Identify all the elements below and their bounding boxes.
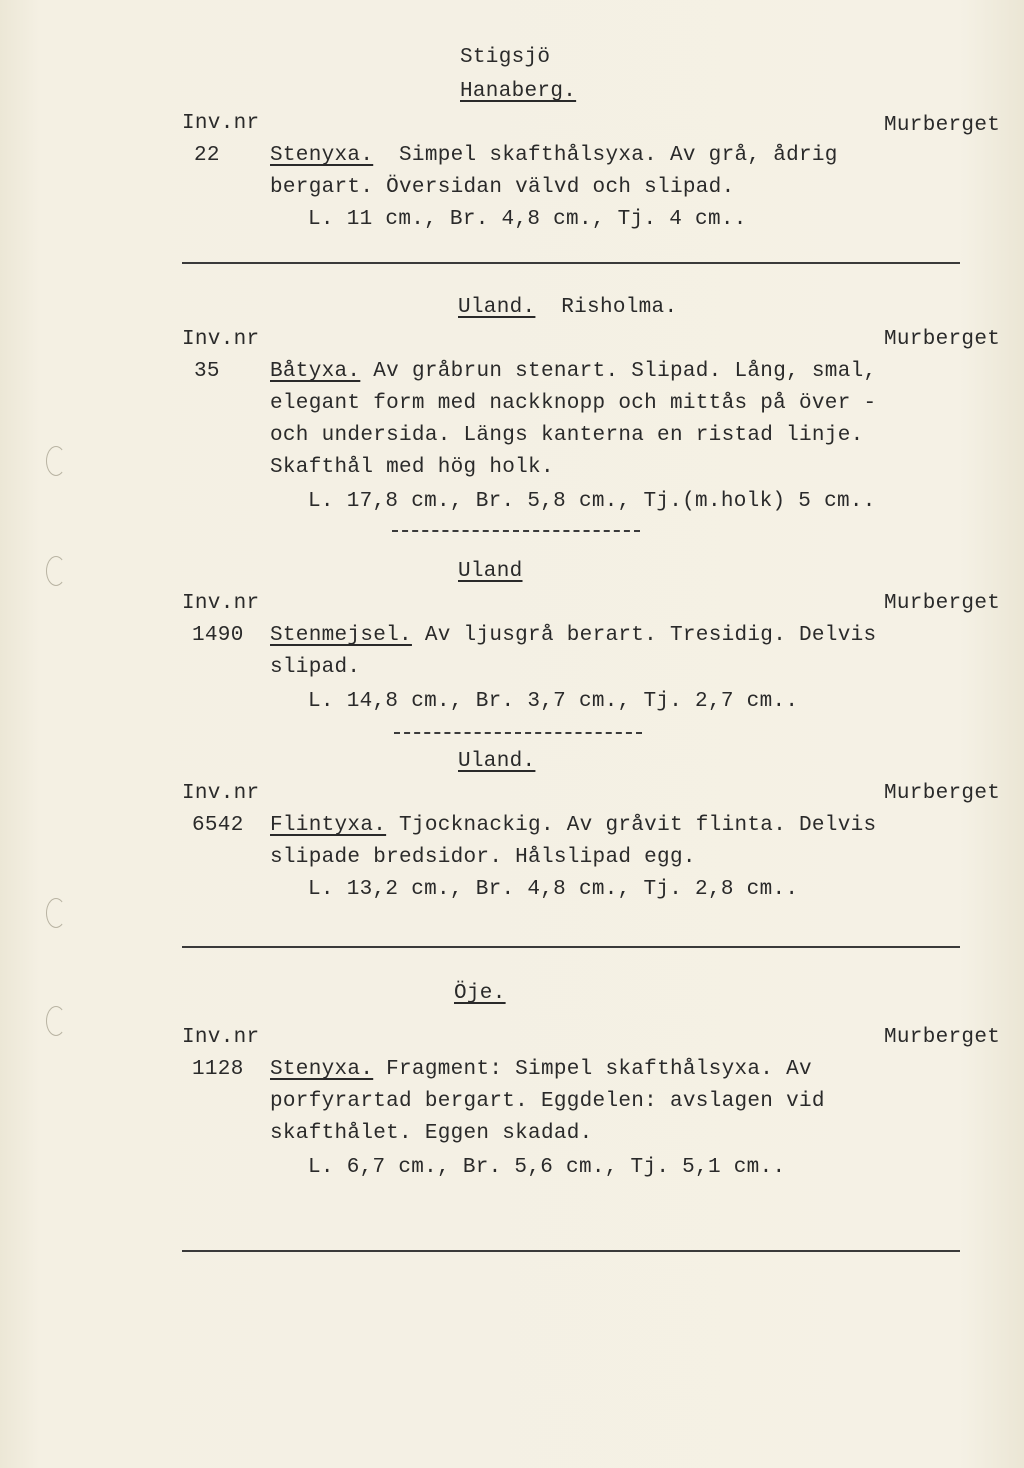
binder-hole — [46, 1006, 66, 1036]
inv-number: 1128 — [192, 1058, 244, 1081]
inv-label: Inv.nr — [182, 112, 260, 135]
collection-label: Murberget — [884, 592, 1001, 615]
artifact-title: Stenmejsel. — [270, 624, 412, 647]
inv-label: Inv.nr — [182, 592, 260, 615]
description-line: Simpel skafthålsyxa. Av grå, ådrig — [399, 144, 838, 167]
description-line: Skafthål med hög holk. — [270, 456, 554, 479]
description-line: slipad. — [270, 656, 361, 679]
description-line: Tjocknackig. Av gråvit flinta. Delvis — [399, 814, 877, 837]
binder-hole — [46, 446, 66, 476]
village-heading: Hanaberg. — [460, 80, 577, 103]
binder-hole — [46, 556, 66, 586]
site-name: Uland — [458, 560, 523, 583]
entry-line — [270, 620, 876, 652]
description-line: slipade bredsidor. Hålslipad egg. — [270, 846, 696, 869]
measurements: L. 13,2 cm., Br. 4,8 cm., Tj. 2,8 cm.. — [308, 878, 799, 901]
section-divider — [182, 1250, 960, 1252]
measurements: L. 11 cm., Br. 4,8 cm., Tj. 4 cm.. — [308, 208, 747, 231]
artifact-title: Båtyxa. — [270, 360, 361, 383]
binder-hole — [46, 898, 66, 928]
inv-number: 35 — [194, 360, 220, 383]
inv-number: 22 — [194, 144, 220, 167]
inv-number: 1490 — [192, 624, 244, 647]
entry-line — [270, 810, 876, 842]
site-name: Öje. — [454, 982, 506, 1005]
inv-label: Inv.nr — [182, 328, 260, 351]
section-divider — [182, 946, 960, 948]
measurements: L. 17,8 cm., Br. 5,8 cm., Tj.(m.holk) 5 cm.. — [308, 490, 876, 513]
measurements: L. 6,7 cm., Br. 5,6 cm., Tj. 5,1 cm.. — [308, 1156, 786, 1179]
site-name: Uland. — [458, 296, 536, 319]
site-heading — [458, 292, 677, 324]
artifact-title: Stenyxa. — [270, 1058, 374, 1081]
entry-line — [270, 1054, 812, 1086]
inv-label: Inv.nr — [182, 782, 260, 805]
section-divider — [182, 262, 960, 264]
collection-label: Murberget — [884, 328, 1001, 351]
artifact-title: Stenyxa. — [270, 144, 374, 167]
description-line: Fragment: Simpel skafthålsyxa. Av — [386, 1058, 812, 1081]
measurements: L. 14,8 cm., Br. 3,7 cm., Tj. 2,7 cm.. — [308, 690, 799, 713]
inv-number: 6542 — [192, 814, 244, 837]
site-extra: Risholma. — [561, 296, 678, 319]
description-line: och undersida. Längs kanterna en ristad linje. — [270, 424, 864, 447]
description-line: bergart. Översidan välvd och slipad. — [270, 176, 735, 199]
collection-label: Murberget — [884, 114, 1001, 137]
collection-label: Murberget — [884, 782, 1001, 805]
entry-divider — [394, 732, 642, 734]
description-line: elegant form med nackknopp och mittås på över - — [270, 392, 877, 415]
entry-divider — [392, 530, 640, 532]
description-line: Av ljusgrå berart. Tresidig. Delvis — [424, 624, 877, 647]
entry-line — [270, 140, 838, 172]
entry-line — [270, 356, 876, 388]
collection-label: Murberget — [884, 1026, 1001, 1049]
description-line: Av gråbrun stenart. Slipad. Lång, smal, — [373, 360, 877, 383]
description-line: porfyrartad bergart. Eggdelen: avslagen vid — [270, 1090, 825, 1113]
site-name: Uland. — [458, 750, 536, 773]
inv-label: Inv.nr — [182, 1026, 260, 1049]
description-line: skafthålet. Eggen skadad. — [270, 1122, 593, 1145]
artifact-title: Flintyxa. — [270, 814, 387, 837]
parish-heading: Stigsjö — [460, 46, 551, 69]
